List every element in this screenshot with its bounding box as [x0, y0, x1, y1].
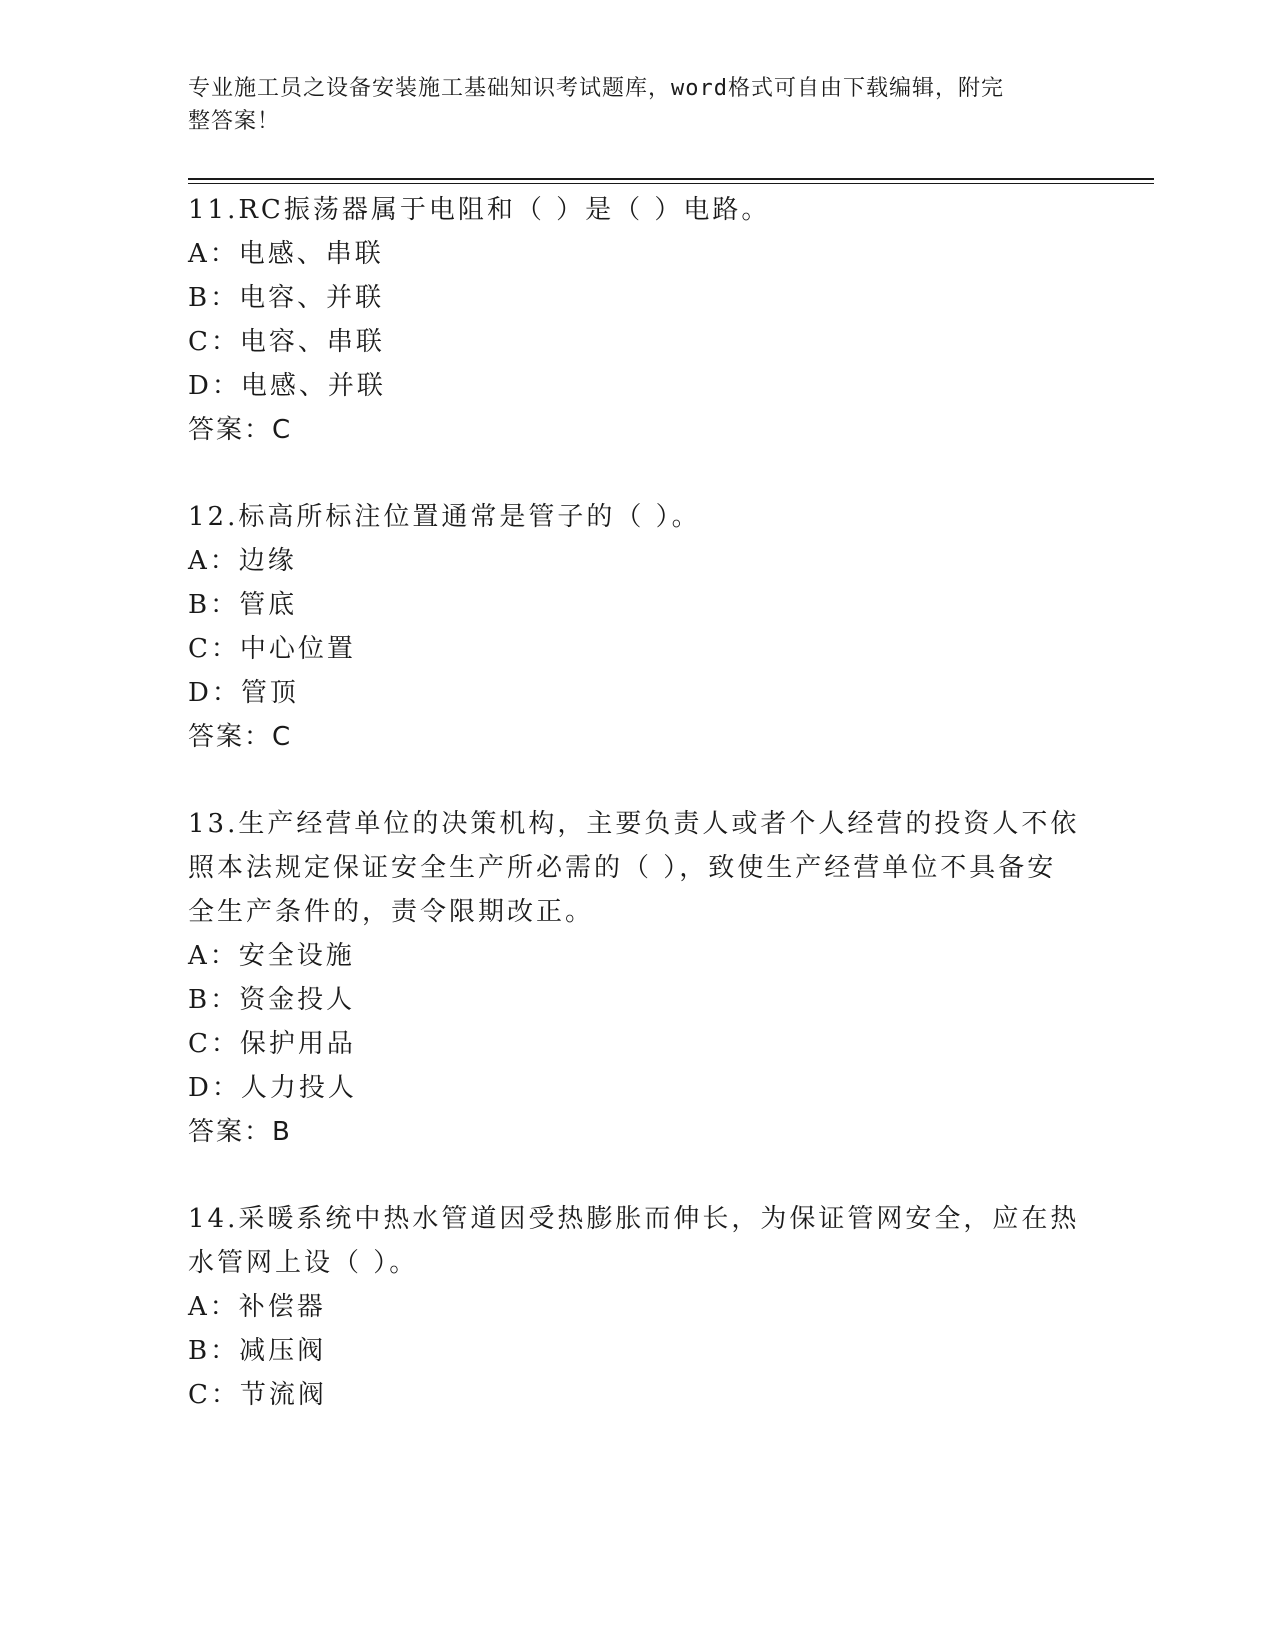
question-13-option-b: B：资金投人 — [188, 985, 356, 1015]
question-12-option-c: C：中心位置 — [188, 634, 356, 664]
question-11-stem: 11.RC振荡器属于电阻和（ ）是（ ）电路。 — [188, 195, 771, 225]
question-13-stem-line-2: 照本法规定保证安全生产所必需的（ ），致使生产经营单位不具备安 — [188, 853, 1057, 883]
question-14-option-b: B：减压阀 — [188, 1336, 327, 1366]
question-14-option-a: A：补偿器 — [188, 1292, 326, 1322]
question-11-option-b: B：电容、并联 — [188, 283, 385, 313]
question-13-option-c: C：保护用品 — [188, 1029, 356, 1059]
header-divider-thick — [188, 178, 1154, 180]
header-divider-thin — [188, 183, 1154, 184]
question-12-stem: 12.标高所标注位置通常是管子的（ ）。 — [188, 502, 701, 532]
question-13-stem-line-1: 13.生产经营单位的决策机构，主要负责人或者个人经营的投资人不依 — [188, 809, 1080, 839]
document-header — [188, 72, 1068, 138]
question-12-option-b: B：管底 — [188, 590, 298, 620]
question-11-answer: 答案：C — [188, 415, 293, 445]
question-12-answer: 答案：C — [188, 722, 293, 752]
question-13-stem-line-3: 全生产条件的，责令限期改正。 — [188, 897, 595, 927]
question-13-option-a: A：安全设施 — [188, 941, 355, 971]
question-11-option-a: A：电感、串联 — [188, 239, 384, 269]
question-14-option-c: C：节流阀 — [188, 1380, 327, 1410]
question-13-option-d: D：人力投人 — [188, 1073, 357, 1103]
header-line-2: 整答案！ — [188, 109, 281, 134]
question-14-stem-line-1: 14.采暖系统中热水管道因受热膨胀而伸长，为保证管网安全，应在热 — [188, 1204, 1080, 1234]
question-11-option-c: C：电容、串联 — [188, 327, 385, 357]
question-12-option-d: D：管顶 — [188, 678, 299, 708]
question-13-answer: 答案：B — [188, 1117, 292, 1147]
question-14-stem-line-2: 水管网上设（ ）。 — [188, 1248, 419, 1278]
header-line-1: 专业施工员之设备安装施工基础知识考试题库，word格式可自由下载编辑，附完 — [188, 76, 1004, 101]
question-11-option-d: D：电感、并联 — [188, 371, 386, 401]
question-12-option-a: A：边缘 — [188, 546, 297, 576]
